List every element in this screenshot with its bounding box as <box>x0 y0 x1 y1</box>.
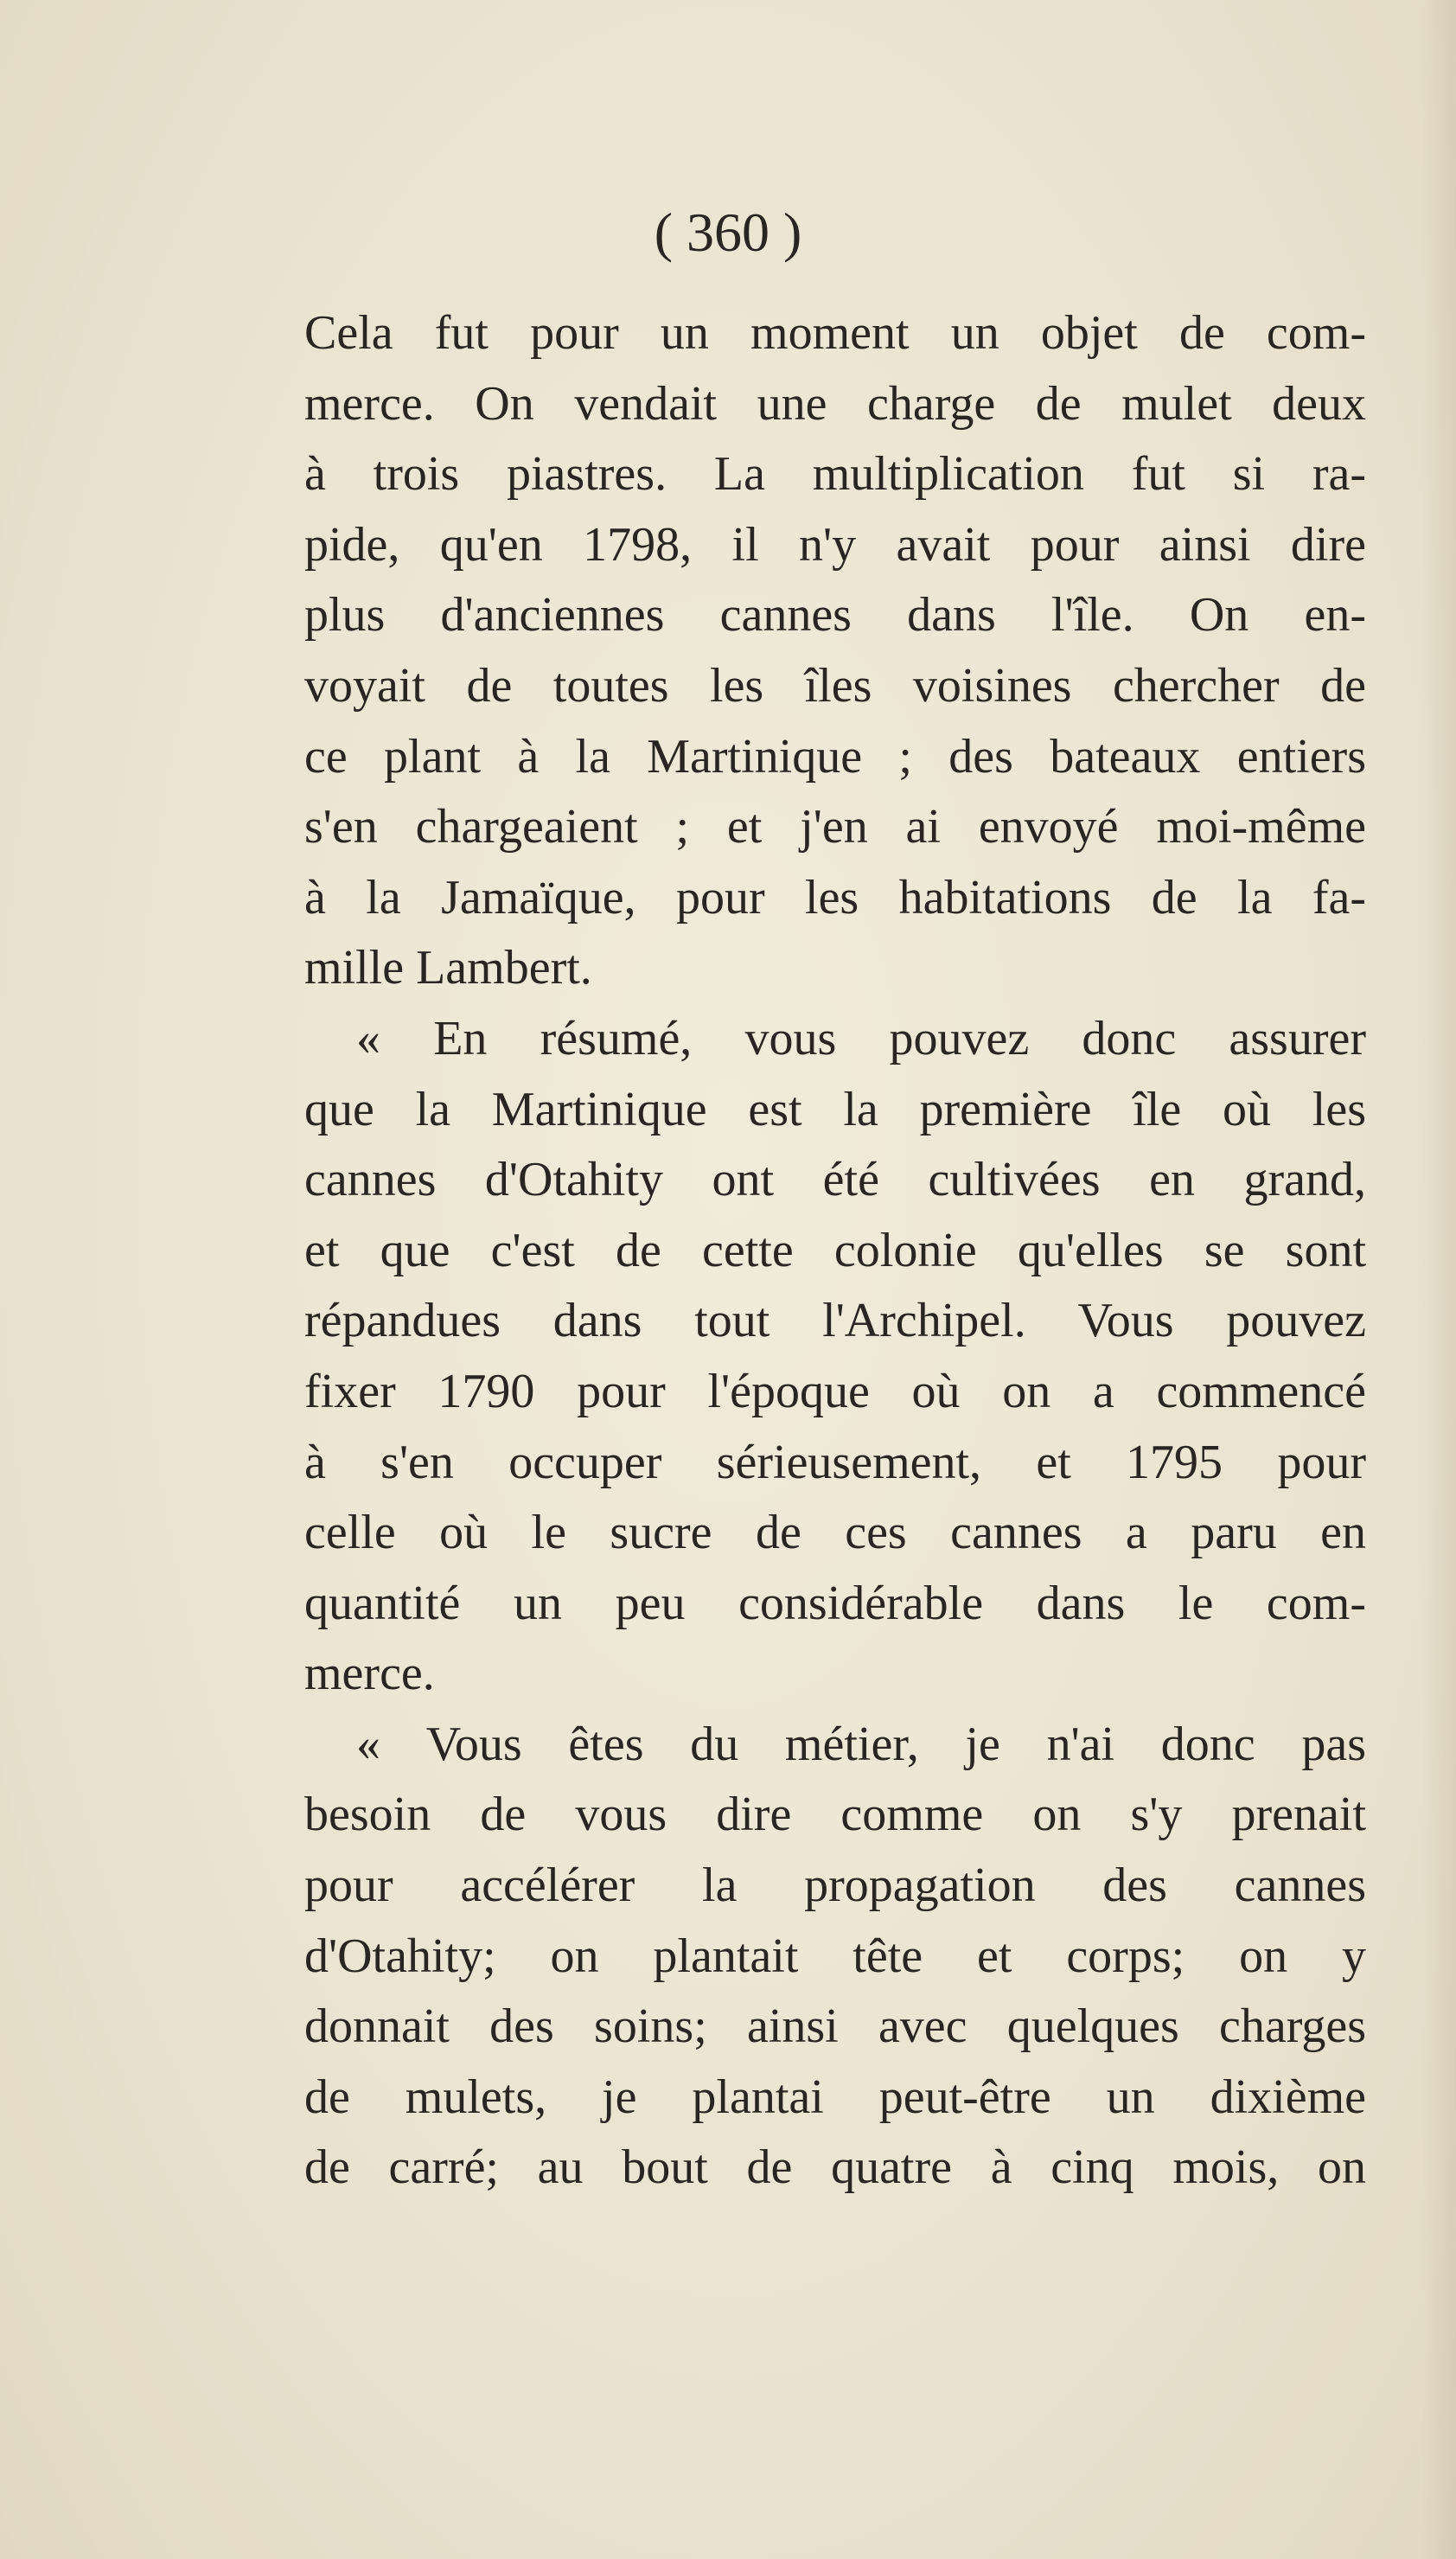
text-line: et que c'est de cette colonie qu'elles se sont <box>304 1223 1366 1277</box>
text-line: fixer 1790 pour l'époque où on a commencé <box>304 1364 1366 1418</box>
text-line: plus d'anciennes cannes dans l'île. On en- <box>304 588 1366 643</box>
text-line: merce. <box>304 1647 435 1701</box>
text-line: « Vous êtes du métier, je n'ai donc pas <box>356 1717 1366 1771</box>
text-line: quantité un peu considérable dans le com- <box>304 1576 1366 1630</box>
page-edge-shadow <box>1421 0 1456 2559</box>
text-line: de mulets, je plantai peut-être un dixième <box>304 2070 1366 2124</box>
page-number <box>99 201 1456 265</box>
text-line: ce plant à la Martinique ; des bateaux entiers <box>304 729 1366 784</box>
text-line: répandues dans tout l'Archipel. Vous pouvez <box>304 1294 1366 1348</box>
text-line: « En résumé, vous pouvez donc assurer <box>356 1011 1366 1065</box>
text-line: cannes d'Otahity ont été cultivées en grand, <box>304 1153 1366 1207</box>
text-line: pour accélérer la propagation des cannes <box>304 1858 1366 1913</box>
text-line: donnait des soins; ainsi avec quelques charges <box>304 1999 1366 2054</box>
text-line: voyait de toutes les îles voisines chercher de <box>304 658 1366 713</box>
text-line: d'Otahity; on plantait tête et corps; on y <box>304 1929 1366 1983</box>
body-text <box>304 298 1366 2204</box>
text-line: celle où le sucre de ces cannes a paru en <box>304 1506 1366 1560</box>
text-line: mille Lambert. <box>304 941 592 995</box>
text-line: que la Martinique est la première île où les <box>304 1082 1366 1136</box>
page-number-text: ( 360 ) <box>654 202 802 263</box>
text-line: pide, qu'en 1798, il n'y avait pour ainsi dire <box>304 517 1366 572</box>
text-line: Cela fut pour un moment un objet de com- <box>304 306 1366 360</box>
text-line: besoin de vous dire comme on s'y prenait <box>304 1788 1366 1842</box>
text-line: à la Jamaïque, pour les habitations de la fa- <box>304 870 1366 924</box>
text-line: merce. On vendait une charge de mulet deux <box>304 376 1366 431</box>
text-line: de carré; au bout de quatre à cinq mois, on <box>304 2140 1366 2195</box>
text-line: à s'en occuper sérieusement, et 1795 pour <box>304 1435 1366 1489</box>
text-line: à trois piastres. La multiplication fut si ra- <box>304 447 1366 502</box>
text-line: s'en chargeaient ; et j'en ai envoyé moi-même <box>304 800 1366 854</box>
